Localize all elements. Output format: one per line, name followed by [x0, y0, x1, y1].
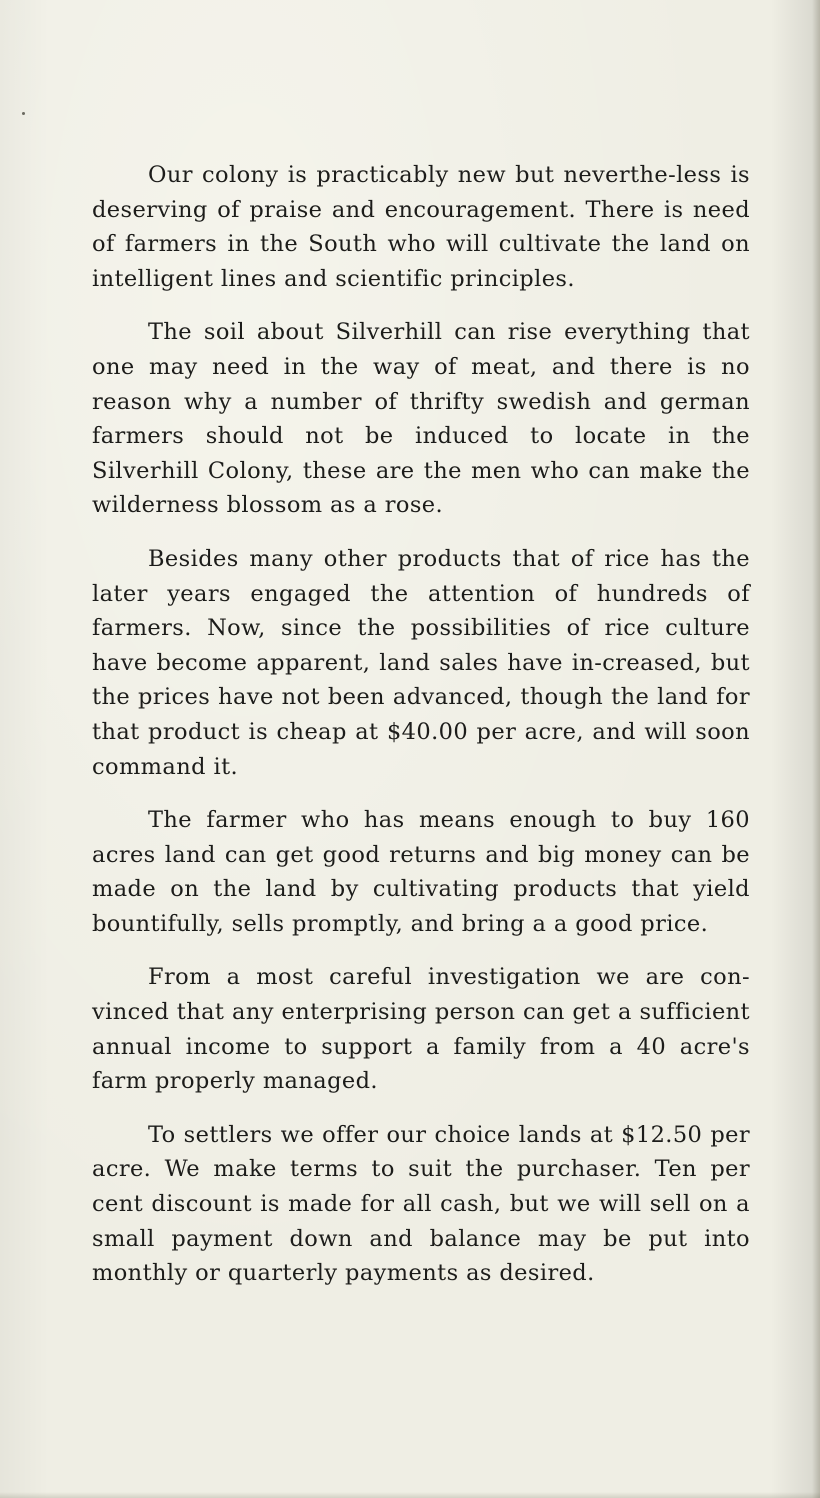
paragraph-soil: The soil about Silverhill can rise everything that one may need in the way of meat, and there is no reason why a number of thrifty swedish and german farmers should not be induced to locate in the Silverhill Colony, these are the men who can make the wilderness blossom as a rose.: [92, 319, 750, 519]
paragraph-investigation: From a most careful investigation we are con-vinced that any enterprising person can get a sufficient annual income to support a family from a 40 acre's farm properly managed.: [92, 964, 750, 1095]
paragraph-settlers-terms: To settlers we offer our choice lands at $12.50 per acre. We make terms to suit the purchaser. Ten per cent discount is made for all cash, but we will sell on a small payment down and balance may be put into monthly or quarterly payments as desired.: [92, 1121, 750, 1287]
paragraph-farmer-means: The farmer who has means enough to buy 160 acres land can get good returns and big money can be made on the land by cultivating products that yield bountifully, sells promptly, and bring a a good price.: [92, 807, 750, 937]
body-text: [92, 158, 750, 1310]
page-edge-shadow-bottom: [0, 1492, 820, 1498]
page-edge-shadow-right: [812, 0, 820, 1498]
paragraph-colony-intro: Our colony is practicably new but neverthe-less is deserving of praise and encouragement. There is need of farmers in the South who will cultivate the land on intelligent lines and scientific principles.: [92, 162, 750, 292]
paper-speck: [22, 112, 25, 115]
paragraph-rice: Besides many other products that of rice has the later years engaged the attention of hundreds of farmers. Now, since the possibilities of rice culture have become apparent, land sales have in-creased, but the prices have not been advanced, though the land for that product is cheap at $40.00 per acre, and will soon command it.: [92, 545, 750, 780]
